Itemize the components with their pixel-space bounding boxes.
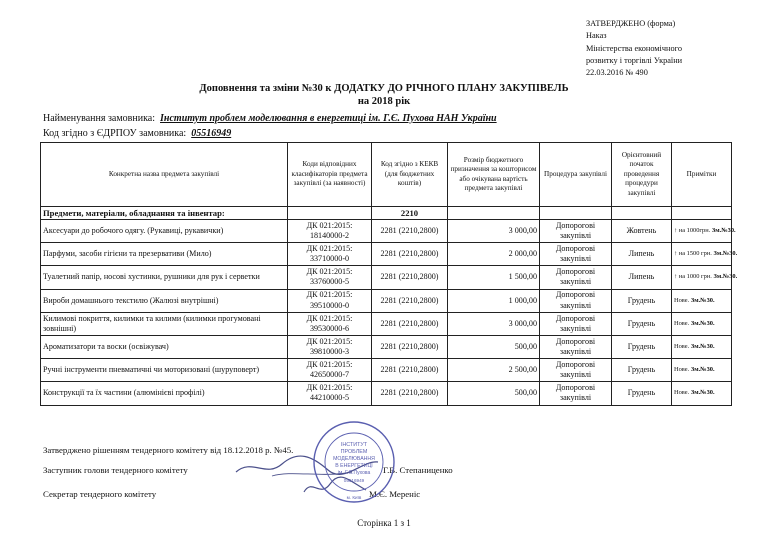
- procedure: Допорогові закупівлі: [540, 243, 612, 266]
- column-header: Код згідно з КЕКВ (для бюджетних коштів): [372, 143, 448, 207]
- svg-text:ім. Г.Є.Пухова: ім. Г.Є.Пухова: [337, 470, 371, 476]
- kekv-code: 2281 (2210,2800): [372, 266, 448, 289]
- table-row: [41, 266, 732, 289]
- amount: 3 000,00: [448, 220, 540, 243]
- item-name: Ароматизатори та воски (освіжувач): [41, 335, 288, 358]
- note: [672, 220, 736, 243]
- note-change: ↑ на 1000 грн.: [674, 273, 712, 281]
- procedure: Допорогові закупівлі: [540, 312, 612, 335]
- customer-line: [43, 113, 497, 124]
- approval-line: розвитку і торгівлі України: [586, 55, 683, 65]
- classifier-code: ДК 021:2015: 39510000-0: [288, 289, 372, 312]
- note-ref: Зм.№30.: [690, 296, 715, 304]
- table-row: [41, 359, 732, 382]
- signer-role: Секретар тендерного комітету: [43, 489, 157, 499]
- item-name: Ручні інструменти пневматичні чи моторизовані (шуруповерт): [41, 359, 288, 382]
- customer-label: Найменування замовника:: [43, 113, 156, 124]
- table-row: [41, 220, 732, 243]
- procedure: Допорогові закупівлі: [540, 266, 612, 289]
- item-name: Конструкції та їх частини (алюмінієві профілі): [41, 382, 288, 405]
- table-row: [41, 243, 732, 266]
- section-row: [41, 207, 732, 220]
- kekv-code: 2281 (2210,2800): [372, 382, 448, 405]
- note-ref: Зм.№30.: [711, 226, 736, 234]
- column-header: Примітки: [672, 143, 732, 207]
- section-empty: [612, 207, 672, 220]
- item-name: Парфуми, засоби гігієни та презервативи (Мило): [41, 243, 288, 266]
- column-header: Процедура закупівлі: [540, 143, 612, 207]
- note-change: ↑ на 1500 грн.: [674, 250, 712, 258]
- signer-role: Заступник голови тендерного комітету: [43, 465, 188, 475]
- section-label: Предмети, матеріали, обладнання та інвентар:: [41, 207, 288, 220]
- procedure: Допорогові закупівлі: [540, 335, 612, 358]
- signer-name: Г.В. Степаниценко: [383, 465, 453, 475]
- page-number: Сторінка 1 з 1: [357, 518, 411, 528]
- note-change: Нове.: [674, 319, 690, 327]
- note: [672, 359, 732, 382]
- note: [672, 382, 732, 405]
- item-name: Килимові покриття, килимки та килими (килимки прогумовані зовнішні): [41, 312, 288, 335]
- start-month: Грудень: [612, 382, 672, 405]
- procedure: Допорогові закупівлі: [540, 382, 612, 405]
- column-header: Орієнтовний початок проведення процедури закупівлі: [612, 143, 672, 207]
- approval-note: Затверджено рішенням тендерного комітету від 18.12.2018 р. №45.: [43, 445, 294, 455]
- amount: 3 000,00: [448, 312, 540, 335]
- note-change: Нове.: [674, 366, 690, 374]
- section-empty: [672, 207, 732, 220]
- column-header: Конкретна назва предмета закупівлі: [41, 143, 288, 207]
- approval-line: Міністерства економічного: [586, 43, 682, 53]
- table-header-row: [41, 143, 732, 207]
- amount: 2 000,00: [448, 243, 540, 266]
- start-month: Липень: [612, 266, 672, 289]
- edrpou-value: 05516949: [191, 128, 232, 139]
- amount: 500,00: [448, 335, 540, 358]
- procurement-table: [40, 142, 738, 406]
- procedure: Допорогові закупівлі: [540, 289, 612, 312]
- section-empty: [448, 207, 540, 220]
- section-empty: [288, 207, 372, 220]
- start-month: Грудень: [612, 312, 672, 335]
- customer-value: Інститут проблем моделювання в енергетиці ім. Г.Є. Пухова НАН України: [160, 113, 497, 124]
- note: [672, 266, 738, 289]
- approval-line: Наказ: [586, 31, 607, 41]
- start-month: Липень: [612, 243, 672, 266]
- svg-text:ПРОБЛЕМ: ПРОБЛЕМ: [340, 449, 368, 455]
- note-ref: Зм.№30.: [690, 319, 715, 327]
- svg-text:м. Київ: м. Київ: [346, 495, 362, 500]
- kekv-code: 2281 (2210,2800): [372, 359, 448, 382]
- procedure: Допорогові закупівлі: [540, 359, 612, 382]
- signer-name: М.Є. Мереніс: [369, 489, 421, 499]
- classifier-code: ДК 021:2015: 39530000-6: [288, 312, 372, 335]
- amount: 2 500,00: [448, 359, 540, 382]
- section-empty: [540, 207, 612, 220]
- item-name: Туалетний папір, носові хустинки, рушники для рук і серветки: [41, 266, 288, 289]
- classifier-code: ДК 021:2015: 33760000-5: [288, 266, 372, 289]
- kekv-code: 2281 (2210,2800): [372, 243, 448, 266]
- svg-text:ІНСТИТУТ: ІНСТИТУТ: [340, 442, 368, 448]
- title-line: Доповнення та зміни №30 к ДОДАТКУ ДО РІЧНОГО ПЛАНУ ЗАКУПІВЕЛЬ: [199, 83, 569, 94]
- note: [672, 243, 738, 266]
- note-change: ↑ на 1000грн.: [674, 226, 711, 234]
- kekv-code: 2281 (2210,2800): [372, 335, 448, 358]
- start-month: Грудень: [612, 359, 672, 382]
- svg-text:МОДЕЛЮВАННЯ: МОДЕЛЮВАННЯ: [333, 456, 375, 462]
- approval-line: 22.03.2016 № 490: [586, 68, 648, 78]
- kekv-code: 2281 (2210,2800): [372, 220, 448, 243]
- note: [672, 312, 732, 335]
- kekv-code: 2281 (2210,2800): [372, 289, 448, 312]
- table-row: [41, 289, 732, 312]
- note: [672, 335, 732, 358]
- note-ref: Зм.№30.: [713, 273, 738, 281]
- note-ref: Зм.№30.: [690, 342, 715, 350]
- start-month: Грудень: [612, 335, 672, 358]
- column-header: Розмір бюджетного призначення за кошторисом або очікувана вартість предмета закупівлі: [448, 143, 540, 207]
- document-title: [0, 82, 768, 108]
- amount: 1 500,00: [448, 266, 540, 289]
- classifier-code: ДК 021:2015: 33710000-0: [288, 243, 372, 266]
- start-month: Жовтень: [612, 220, 672, 243]
- amount: 500,00: [448, 382, 540, 405]
- title-year: на 2018 рік: [357, 96, 411, 107]
- approval-block: [586, 18, 756, 79]
- edrpou-label: Код згідно з ЄДРПОУ замовника:: [43, 128, 187, 139]
- start-month: Грудень: [612, 289, 672, 312]
- note-ref: Зм.№30.: [690, 389, 715, 397]
- table-row: [41, 335, 732, 358]
- note: [672, 289, 732, 312]
- svg-text:В ЕНЕРГЕТИЦІ: В ЕНЕРГЕТИЦІ: [335, 463, 373, 469]
- approval-line: ЗАТВЕРДЖЕНО (форма): [586, 19, 676, 28]
- edrpou-line: [43, 128, 231, 139]
- table-row: [41, 312, 732, 335]
- column-header: Коди відповідних класифікаторів предмета закупівлі (за наявності): [288, 143, 372, 207]
- svg-text:05516949: 05516949: [343, 478, 365, 483]
- item-name: Аксесуари до робочого одягу. (Рукавиці, рукавички): [41, 220, 288, 243]
- item-name: Вироби домашнього текстилю (Жалюзі внутрішні): [41, 289, 288, 312]
- procedure: Допорогові закупівлі: [540, 220, 612, 243]
- amount: 1 000,00: [448, 289, 540, 312]
- note-change: Нове.: [674, 342, 690, 350]
- classifier-code: ДК 021:2015: 18140000-2: [288, 220, 372, 243]
- note-ref: Зм.№30.: [713, 250, 738, 258]
- note-change: Нове.: [674, 296, 690, 304]
- classifier-code: ДК 021:2015: 42650000-7: [288, 359, 372, 382]
- classifier-code: ДК 021:2015: 44210000-5: [288, 382, 372, 405]
- note-change: Нове.: [674, 389, 690, 397]
- note-ref: Зм.№30.: [690, 366, 715, 374]
- classifier-code: ДК 021:2015: 39810000-3: [288, 335, 372, 358]
- table-row: [41, 382, 732, 405]
- kekv-code: 2281 (2210,2800): [372, 312, 448, 335]
- institute-stamp: [312, 420, 396, 504]
- section-kekv: 2210: [372, 207, 448, 220]
